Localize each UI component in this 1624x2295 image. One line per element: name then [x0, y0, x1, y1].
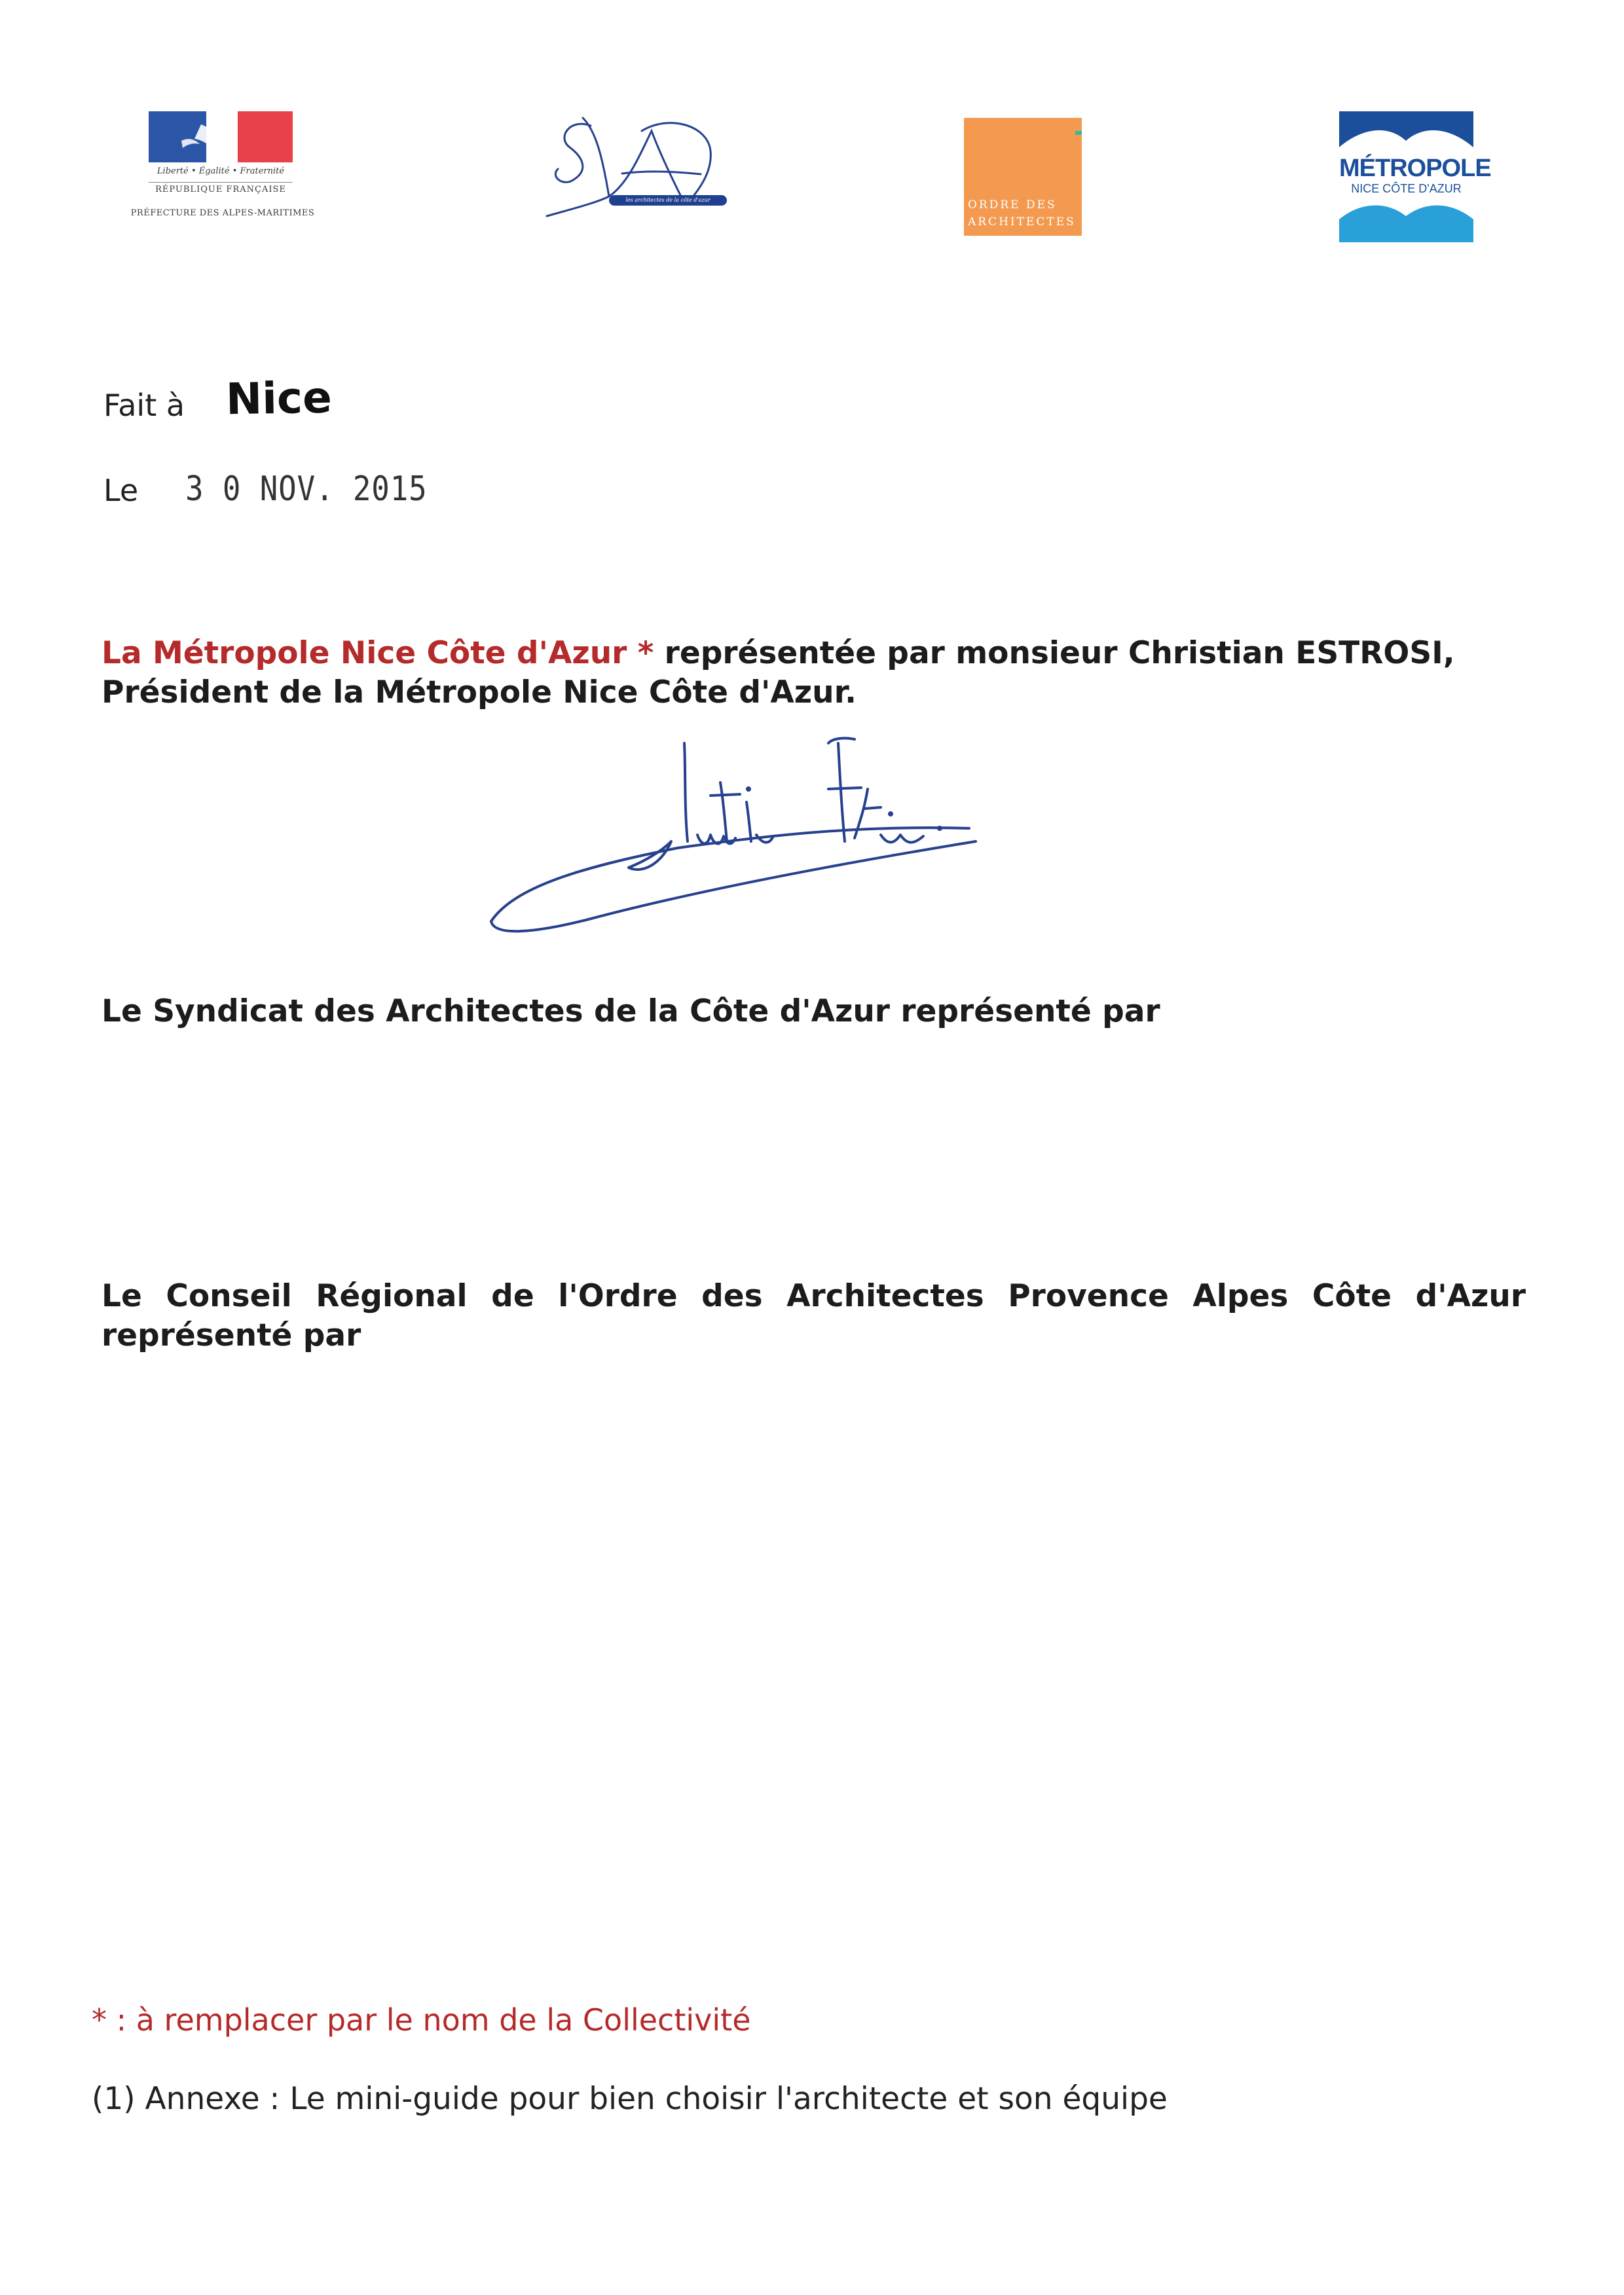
ordre-line-2: ARCHITECTES: [968, 215, 1076, 229]
party-metropole-asterisk: *: [637, 635, 654, 671]
republique-francaise-logo: [111, 111, 334, 229]
sacaz-logo: [544, 111, 733, 229]
metropole-nice-logo: [1339, 111, 1491, 242]
ordre-line-1: ORDRE DES: [968, 198, 1057, 211]
footnote-asterisk: * : à remplacer par le nom de la Collectivité: [92, 2002, 751, 2038]
handwritten-signature: [488, 717, 1103, 940]
ordre-text: [968, 196, 1079, 230]
date-label: Le: [103, 473, 139, 508]
footnote-annexe: (1) Annexe : Le mini-guide pour bien choisir l'architecte et son équipe: [92, 2081, 1168, 2117]
party-conseil-regional: Le Conseil Régional de l'Ordre des Architectes Provence Alpes Côte d'Azur représenté par: [101, 1278, 1526, 1353]
french-flag-icon: [149, 111, 293, 162]
place-value: Nice: [225, 372, 333, 425]
sacaz-tagline: les architectes de la côte d'azur: [609, 195, 727, 206]
metropole-subtitle: NICE CÔTE D'AZUR: [1351, 182, 1462, 195]
ordre-accent-mark: [1075, 131, 1082, 135]
republique-name: RÉPUBLIQUE FRANÇAISE: [149, 182, 293, 194]
republique-motto: Liberté • Égalité • Fraternité: [157, 166, 285, 176]
party-metropole-name: La Métropole Nice Côte d'Azur: [101, 635, 627, 671]
party-metropole: [101, 634, 1526, 712]
prefecture-name: PRÉFECTURE DES ALPES-MARITIMES: [130, 208, 315, 218]
date-stamp: 3 0 NOV. 2015: [185, 469, 428, 509]
party-metropole-text: représentée par monsieur Christian ESTROSI, Président de la Métropole Nice Côte d'Azur.: [101, 635, 1455, 710]
metropole-title: MÉTROPOLE: [1339, 155, 1491, 182]
ordre-des-architectes-logo: [964, 118, 1082, 236]
party-syndicat: Le Syndicat des Architectes de la Côte d'Azur représenté par: [101, 993, 1160, 1029]
sacaz-monogram-icon: [544, 111, 733, 229]
place-label: Fait à: [103, 388, 185, 423]
